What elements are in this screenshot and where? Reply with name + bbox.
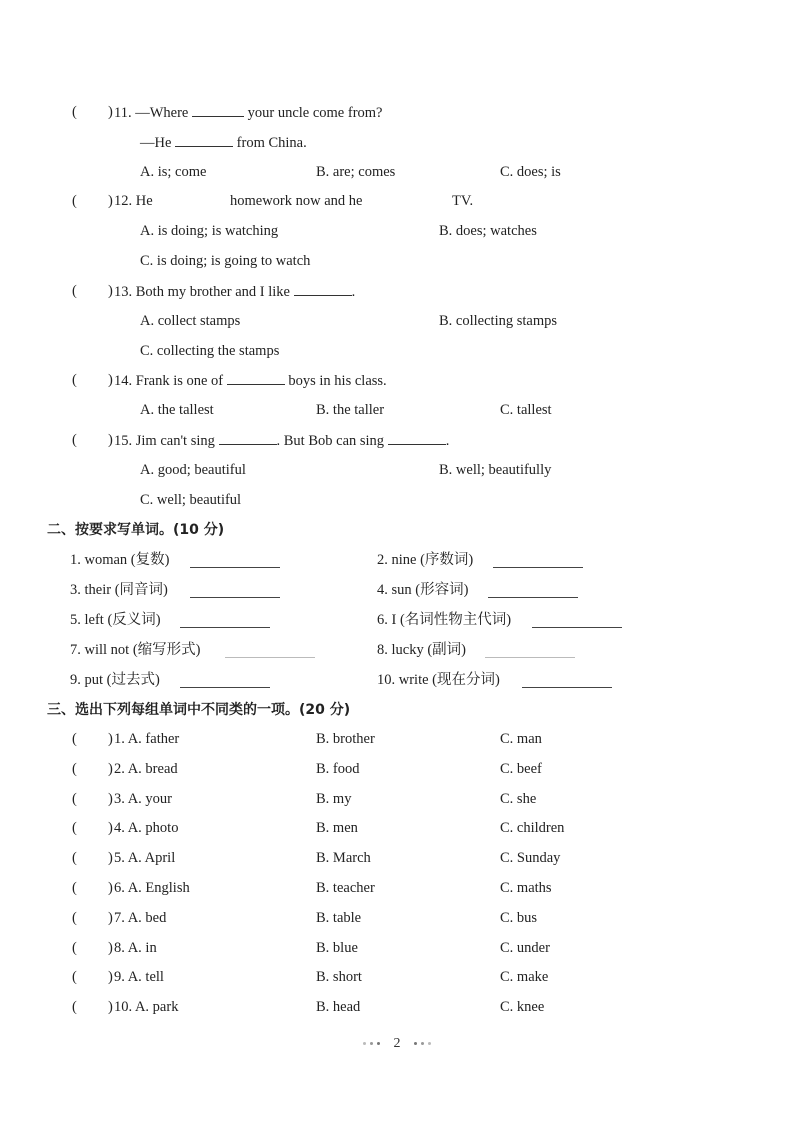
word-item-8: 8. lucky (副词): [377, 642, 466, 658]
answer-paren-open: (: [72, 761, 77, 777]
answer-line[interactable]: [225, 656, 315, 658]
answer-paren-close: ): [108, 910, 113, 926]
option-b: B. short: [316, 969, 362, 985]
option-c: C. make: [500, 969, 549, 985]
option-c: C. does; is: [500, 164, 561, 180]
group-10: 10. A. park: [114, 999, 179, 1015]
group-7: 7. A. bed: [114, 910, 167, 926]
word-item-6: 6. I (名词性物主代词): [377, 612, 512, 628]
option-a: A. is; come: [140, 164, 207, 180]
group-2: 2. A. bread: [114, 761, 178, 777]
group-1: 1. A. father: [114, 731, 180, 747]
option-c: C. tallest: [500, 402, 552, 418]
answer-line[interactable]: [532, 626, 622, 628]
answer-paren-close: ): [108, 731, 113, 747]
answer-paren-close: ): [108, 193, 113, 209]
answer-paren-open: (: [72, 969, 77, 985]
group-8: 8. A. in: [114, 940, 157, 956]
answer-line[interactable]: [485, 656, 575, 658]
fill-blank[interactable]: [192, 103, 244, 117]
word-item-1: 1. woman (复数): [70, 552, 170, 568]
answer-paren-open: (: [72, 999, 77, 1015]
page-number: 2: [0, 1036, 794, 1052]
answer-paren-close: ): [108, 432, 113, 448]
option-b: B. well; beautifully: [439, 462, 552, 478]
option-a: A. the tallest: [140, 402, 214, 418]
option-b: B. the taller: [316, 402, 385, 418]
answer-paren-close: ): [108, 880, 113, 896]
group-4: 4. A. photo: [114, 820, 179, 836]
option-c: C. man: [500, 731, 542, 747]
question-12-end: TV.: [452, 193, 474, 209]
option-a: A. is doing; is watching: [140, 223, 279, 239]
question-12-mid: homework now and he: [230, 193, 363, 209]
option-c: C. beef: [500, 761, 542, 777]
fill-blank[interactable]: [294, 282, 352, 296]
word-item-7: 7. will not (缩写形式): [70, 642, 201, 658]
answer-paren-open: (: [72, 731, 77, 747]
answer-paren-close: ): [108, 850, 113, 866]
answer-line[interactable]: [493, 566, 583, 568]
answer-paren-close: ): [108, 283, 113, 299]
answer-paren-open: (: [72, 193, 77, 209]
question-14: 14. Frank is one of boys in his class.: [114, 373, 387, 389]
answer-paren-open: (: [72, 372, 77, 388]
word-item-2: 2. nine (序数词): [377, 552, 474, 568]
group-6: 6. A. English: [114, 880, 190, 896]
option-c: C. she: [500, 791, 537, 807]
answer-paren-open: (: [72, 850, 77, 866]
word-item-3: 3. their (同音词): [70, 582, 168, 598]
question-12: 12. He: [114, 193, 153, 209]
answer-paren-close: ): [108, 969, 113, 985]
answer-paren-open: (: [72, 880, 77, 896]
answer-paren-open: (: [72, 432, 77, 448]
answer-line[interactable]: [180, 626, 270, 628]
fill-blank[interactable]: [219, 431, 277, 445]
option-b: B. does; watches: [439, 223, 537, 239]
word-item-9: 9. put (过去式): [70, 672, 160, 688]
option-b: B. brother: [316, 731, 375, 747]
option-c: C. children: [500, 820, 565, 836]
fill-blank[interactable]: [175, 133, 233, 147]
option-c: C. well; beautiful: [140, 492, 242, 508]
answer-paren-open: (: [72, 104, 77, 120]
answer-paren-open: (: [72, 791, 77, 807]
answer-paren-close: ): [108, 372, 113, 388]
answer-paren-open: (: [72, 820, 77, 836]
answer-line[interactable]: [180, 686, 270, 688]
option-b: B. are; comes: [316, 164, 396, 180]
question-15: 15. Jim can't sing . But Bob can sing .: [114, 433, 450, 449]
fill-blank[interactable]: [388, 431, 446, 445]
answer-line[interactable]: [190, 566, 280, 568]
option-b: B. table: [316, 910, 362, 926]
option-a: A. collect stamps: [140, 313, 241, 329]
answer-line[interactable]: [190, 596, 280, 598]
option-c: C. collecting the stamps: [140, 343, 280, 359]
word-item-10: 10. write (现在分词): [377, 672, 500, 688]
option-a: A. good; beautiful: [140, 462, 246, 478]
option-b: B. blue: [316, 940, 358, 956]
option-c: C. maths: [500, 880, 552, 896]
option-c: C. under: [500, 940, 550, 956]
answer-paren-open: (: [72, 910, 77, 926]
option-b: B. men: [316, 820, 358, 836]
answer-line[interactable]: [522, 686, 612, 688]
section-3-title: 三、选出下列每组单词中不同类的一项。(20 分): [47, 702, 351, 718]
question-13: 13. Both my brother and I like .: [114, 284, 356, 300]
option-b: B. my: [316, 791, 352, 807]
answer-paren-close: ): [108, 791, 113, 807]
option-c: C. is doing; is going to watch: [140, 253, 311, 269]
option-c: C. bus: [500, 910, 538, 926]
answer-paren-open: (: [72, 940, 77, 956]
group-9: 9. A. tell: [114, 969, 164, 985]
answer-paren-close: ): [108, 999, 113, 1015]
option-c: C. knee: [500, 999, 545, 1015]
option-b: B. teacher: [316, 880, 375, 896]
fill-blank[interactable]: [227, 371, 285, 385]
option-b: B. food: [316, 761, 360, 777]
answer-paren-close: ): [108, 104, 113, 120]
answer-paren-close: ): [108, 940, 113, 956]
group-3: 3. A. your: [114, 791, 173, 807]
option-b: B. March: [316, 850, 371, 866]
option-b: B. head: [316, 999, 361, 1015]
answer-paren-close: ): [108, 761, 113, 777]
question-11-line2: —He from China.: [140, 135, 307, 151]
option-c: C. Sunday: [500, 850, 561, 866]
answer-paren-close: ): [108, 820, 113, 836]
word-item-5: 5. left (反义词): [70, 612, 161, 628]
answer-paren-open: (: [72, 283, 77, 299]
word-item-4: 4. sun (形容词): [377, 582, 469, 598]
group-5: 5. A. April: [114, 850, 176, 866]
section-2-title: 二、按要求写单词。(10 分): [47, 522, 225, 538]
option-b: B. collecting stamps: [439, 313, 557, 329]
question-11: 11. —Where your uncle come from?: [114, 105, 383, 121]
answer-line[interactable]: [488, 596, 578, 598]
